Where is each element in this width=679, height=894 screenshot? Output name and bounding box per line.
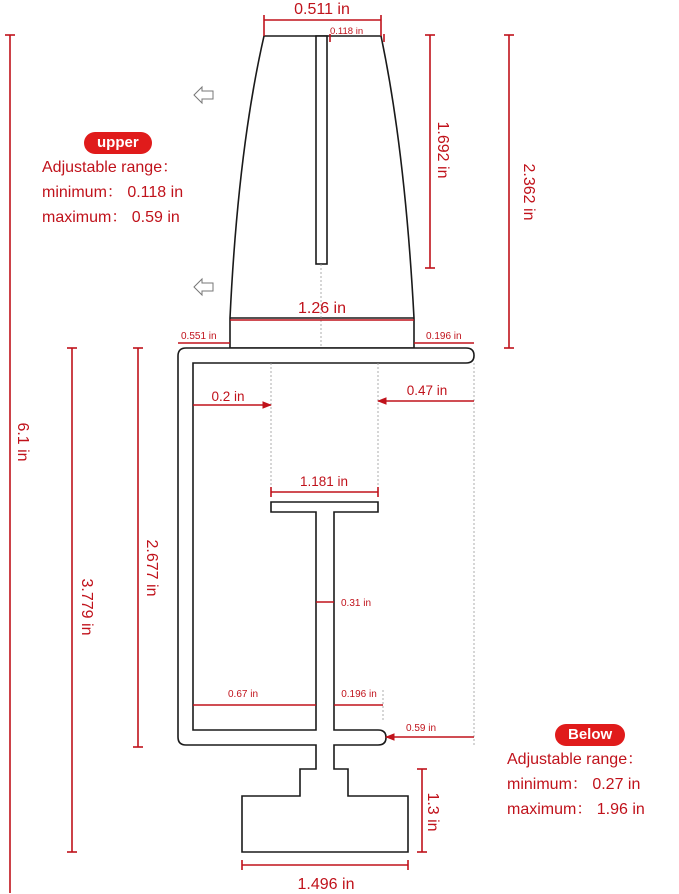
- right-lip-label: 0.196 in: [426, 331, 462, 342]
- upper-range-note: [42, 130, 183, 230]
- clamp-frame: [178, 348, 474, 852]
- inner-height-label: 2.677 in: [143, 539, 160, 597]
- frame-height-label: 3.779 in: [78, 578, 95, 636]
- ibeam-web-label: 0.31 in: [341, 598, 372, 609]
- upper-range-max: maximum： 0.59 in: [42, 209, 180, 226]
- foot-width-label: 1.496 in: [297, 876, 355, 893]
- upper-base-width-label: 1.26 in: [297, 300, 347, 317]
- foot-height-label: 1.3 in: [424, 792, 441, 832]
- upper-range-title: Adjustable range：: [42, 159, 179, 176]
- below-range-note: [507, 722, 645, 822]
- left-lip-label: 0.551 in: [181, 331, 217, 342]
- below-badge: Below: [555, 724, 625, 746]
- upper-badge: upper: [84, 132, 152, 154]
- adjust-slot: [316, 36, 327, 264]
- bottom-left-gap-label: 0.67 in: [227, 689, 259, 700]
- total-height-label: 6.1 in: [14, 422, 31, 462]
- upper-height-label: 2.362 in: [520, 163, 537, 221]
- slot-depth-label: 1.692 in: [434, 121, 451, 179]
- arrow-left-icon: [194, 87, 213, 103]
- bottom-right-gap-label: 0.59 in: [405, 723, 437, 734]
- ibeam-width-label: 1.181 in: [299, 474, 349, 489]
- inner-offset-right-label: 0.47 in: [406, 383, 448, 398]
- inner-offset-left-label: 0.2 in: [211, 389, 245, 404]
- bottom-inner-gap-label: 0.196 in: [341, 689, 377, 700]
- below-range-min: minimum： 0.27 in: [507, 776, 641, 793]
- below-range-max: maximum： 1.96 in: [507, 801, 645, 818]
- arrow-left-icon: [194, 279, 213, 295]
- upper-range-min: minimum： 0.118 in: [42, 184, 184, 201]
- slot-width-label: 0.118 in: [330, 26, 364, 37]
- top-width-label: 0.511 in: [294, 1, 350, 18]
- below-range-title: Adjustable range：: [507, 751, 644, 768]
